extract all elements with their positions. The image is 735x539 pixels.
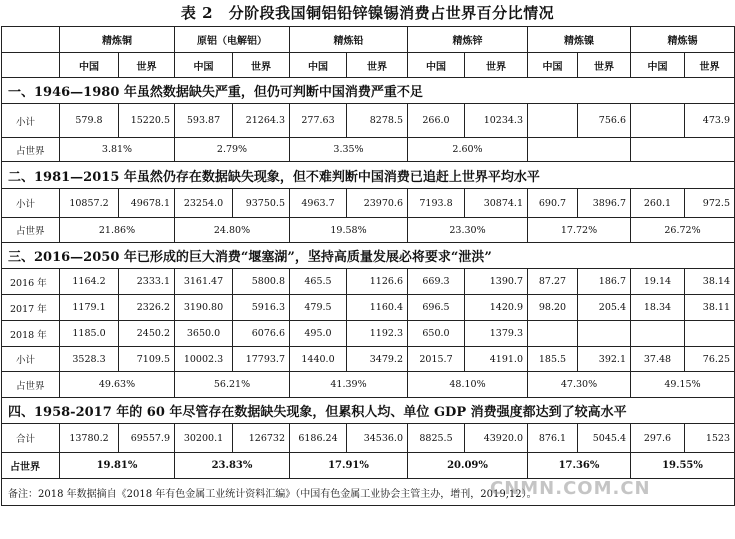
value-cell: 1164.2 [60,269,119,295]
value-cell: 10002.3 [175,347,233,372]
section-heading-row [2,162,735,189]
share-cell: 49.15% [631,372,735,398]
value-cell: 5800.8 [233,269,290,295]
value-cell: 38.14 [685,269,735,295]
value-cell: 87.27 [528,269,578,295]
value-cell: 6186.24 [290,424,347,453]
china-header: 中国 [175,53,233,78]
table-row [2,269,735,295]
value-cell: 2450.2 [119,321,175,347]
value-cell: 3161.47 [175,269,233,295]
section-heading: 三、2016—2050 年已形成的巨大消费“堰塞湖”，坚持高质量发展必将要求“泄洪” [2,243,735,269]
value-cell: 297.6 [631,424,685,453]
table-row [2,424,735,453]
value-cell: 1390.7 [465,269,528,295]
share-row [2,453,735,479]
share-row [2,218,735,243]
value-cell: 1440.0 [290,347,347,372]
share-cell [528,138,631,162]
value-cell: 21264.3 [233,104,290,138]
value-cell [578,321,631,347]
value-cell: 1523 [685,424,735,453]
value-cell: 15220.5 [119,104,175,138]
value-cell: 3190.80 [175,295,233,321]
value-cell: 2326.2 [119,295,175,321]
value-cell: 205.4 [578,295,631,321]
value-cell: 1185.0 [60,321,119,347]
value-cell: 277.63 [290,104,347,138]
value-cell: 4191.0 [465,347,528,372]
value-cell: 465.5 [290,269,347,295]
share-cell: 17.72% [528,218,631,243]
share-cell: 41.39% [290,372,408,398]
share-cell: 19.55% [631,453,735,479]
value-cell [685,321,735,347]
world-header: 世界 [578,53,631,78]
row-label: 合计 [2,424,60,453]
value-cell: 6076.6 [233,321,290,347]
table-row [2,104,735,138]
value-cell: 3896.7 [578,189,631,218]
section-heading: 四、1958-2017 年的 60 年尽管存在数据缺失现象，但累积人均、单位 GDP 消费强度都达到了较高水平 [2,398,735,424]
value-cell: 1192.3 [347,321,408,347]
world-header: 世界 [465,53,528,78]
value-cell: 30200.1 [175,424,233,453]
value-cell: 2333.1 [119,269,175,295]
value-cell: 13780.2 [60,424,119,453]
value-cell: 260.1 [631,189,685,218]
value-cell: 34536.0 [347,424,408,453]
china-header: 中国 [528,53,578,78]
china-header: 中国 [408,53,465,78]
share-cell: 3.35% [290,138,408,162]
share-label: 占世界 [2,453,60,479]
value-cell: 10234.3 [465,104,528,138]
metal-header: 精炼锡 [631,27,735,53]
world-header: 世界 [347,53,408,78]
row-label: 小计 [2,347,60,372]
value-cell: 479.5 [290,295,347,321]
share-row [2,138,735,162]
value-cell: 30874.1 [465,189,528,218]
value-cell: 19.14 [631,269,685,295]
value-cell: 23970.6 [347,189,408,218]
value-cell: 1379.3 [465,321,528,347]
table-row [2,347,735,372]
value-cell: 3528.3 [60,347,119,372]
value-cell: 1160.4 [347,295,408,321]
value-cell: 49678.1 [119,189,175,218]
value-cell: 10857.2 [60,189,119,218]
value-cell [631,321,685,347]
share-cell: 24.80% [175,218,290,243]
share-cell: 20.09% [408,453,528,479]
value-cell: 392.1 [578,347,631,372]
value-cell: 650.0 [408,321,465,347]
table-title: 表 2 分阶段我国铜铝铅锌镍锡消费占世界百分比情况 [180,4,555,22]
share-cell: 2.60% [408,138,528,162]
metal-header: 精炼镍 [528,27,631,53]
china-header: 中国 [631,53,685,78]
value-cell: 473.9 [685,104,735,138]
row-label: 2016 年 [2,269,60,295]
value-cell: 1126.6 [347,269,408,295]
value-cell: 43920.0 [465,424,528,453]
value-cell: 495.0 [290,321,347,347]
table-row [2,295,735,321]
share-cell: 47.30% [528,372,631,398]
share-cell [631,138,735,162]
world-header: 世界 [685,53,735,78]
value-cell: 690.7 [528,189,578,218]
row-label: 小计 [2,189,60,218]
share-row [2,372,735,398]
section-heading-row [2,243,735,269]
note-text: 备注：2018 年数据摘自《2018 年有色金属工业统计资料汇编》（中国有色金属工业协会主管主办，增刊，2019,12）。 [2,479,735,506]
share-cell: 49.63% [60,372,175,398]
share-cell: 17.91% [290,453,408,479]
value-cell: 3479.2 [347,347,408,372]
header-metals-row [2,27,735,53]
corner-cell [2,53,60,78]
value-cell: 1179.1 [60,295,119,321]
metal-header: 精炼铅 [290,27,408,53]
value-cell: 69557.9 [119,424,175,453]
world-header: 世界 [233,53,290,78]
value-cell: 5045.4 [578,424,631,453]
share-cell: 26.72% [631,218,735,243]
section-heading-row [2,398,735,424]
value-cell [528,104,578,138]
value-cell: 696.5 [408,295,465,321]
header-region-row [2,53,735,78]
section-heading-row [2,78,735,104]
value-cell: 186.7 [578,269,631,295]
share-cell: 48.10% [408,372,528,398]
value-cell: 756.6 [578,104,631,138]
value-cell: 17793.7 [233,347,290,372]
value-cell: 7109.5 [119,347,175,372]
row-label: 小计 [2,104,60,138]
consumption-table [1,26,735,506]
share-cell: 19.58% [290,218,408,243]
value-cell: 5916.3 [233,295,290,321]
value-cell: 579.8 [60,104,119,138]
share-label: 占世界 [2,138,60,162]
value-cell: 876.1 [528,424,578,453]
share-cell: 3.81% [60,138,175,162]
metal-header: 精炼铜 [60,27,175,53]
value-cell: 669.3 [408,269,465,295]
value-cell [528,321,578,347]
share-cell: 2.79% [175,138,290,162]
value-cell: 3650.0 [175,321,233,347]
table-row [2,321,735,347]
watermark: CNMN.COM.CN [490,478,651,499]
share-cell: 23.30% [408,218,528,243]
row-label: 2017 年 [2,295,60,321]
share-cell: 21.86% [60,218,175,243]
china-header: 中国 [60,53,119,78]
share-cell: 19.81% [60,453,175,479]
value-cell: 4963.7 [290,189,347,218]
value-cell: 93750.5 [233,189,290,218]
value-cell: 126732 [233,424,290,453]
china-header: 中国 [290,53,347,78]
value-cell: 593.87 [175,104,233,138]
value-cell: 7193.8 [408,189,465,218]
value-cell: 972.5 [685,189,735,218]
value-cell: 8825.5 [408,424,465,453]
section-heading: 二、1981—2015 年虽然仍存在数据缺失现象，但不难判断中国消费已追赶上世界平均水平 [2,162,735,189]
metal-header: 原铝（电解铝） [175,27,290,53]
value-cell: 1420.9 [465,295,528,321]
value-cell: 23254.0 [175,189,233,218]
table-row [2,189,735,218]
value-cell: 98.20 [528,295,578,321]
world-header: 世界 [119,53,175,78]
value-cell: 76.25 [685,347,735,372]
share-label: 占世界 [2,218,60,243]
metal-header: 精炼锌 [408,27,528,53]
value-cell: 18.34 [631,295,685,321]
share-cell: 56.21% [175,372,290,398]
share-label: 占世界 [2,372,60,398]
value-cell: 8278.5 [347,104,408,138]
value-cell: 266.0 [408,104,465,138]
value-cell: 2015.7 [408,347,465,372]
section-heading: 一、1946—1980 年虽然数据缺失严重，但仍可判断中国消费严重不足 [2,78,735,104]
value-cell: 37.48 [631,347,685,372]
share-cell: 23.83% [175,453,290,479]
row-label: 2018 年 [2,321,60,347]
corner-cell [2,27,60,53]
value-cell: 38.11 [685,295,735,321]
value-cell: 185.5 [528,347,578,372]
value-cell [631,104,685,138]
share-cell: 17.36% [528,453,631,479]
